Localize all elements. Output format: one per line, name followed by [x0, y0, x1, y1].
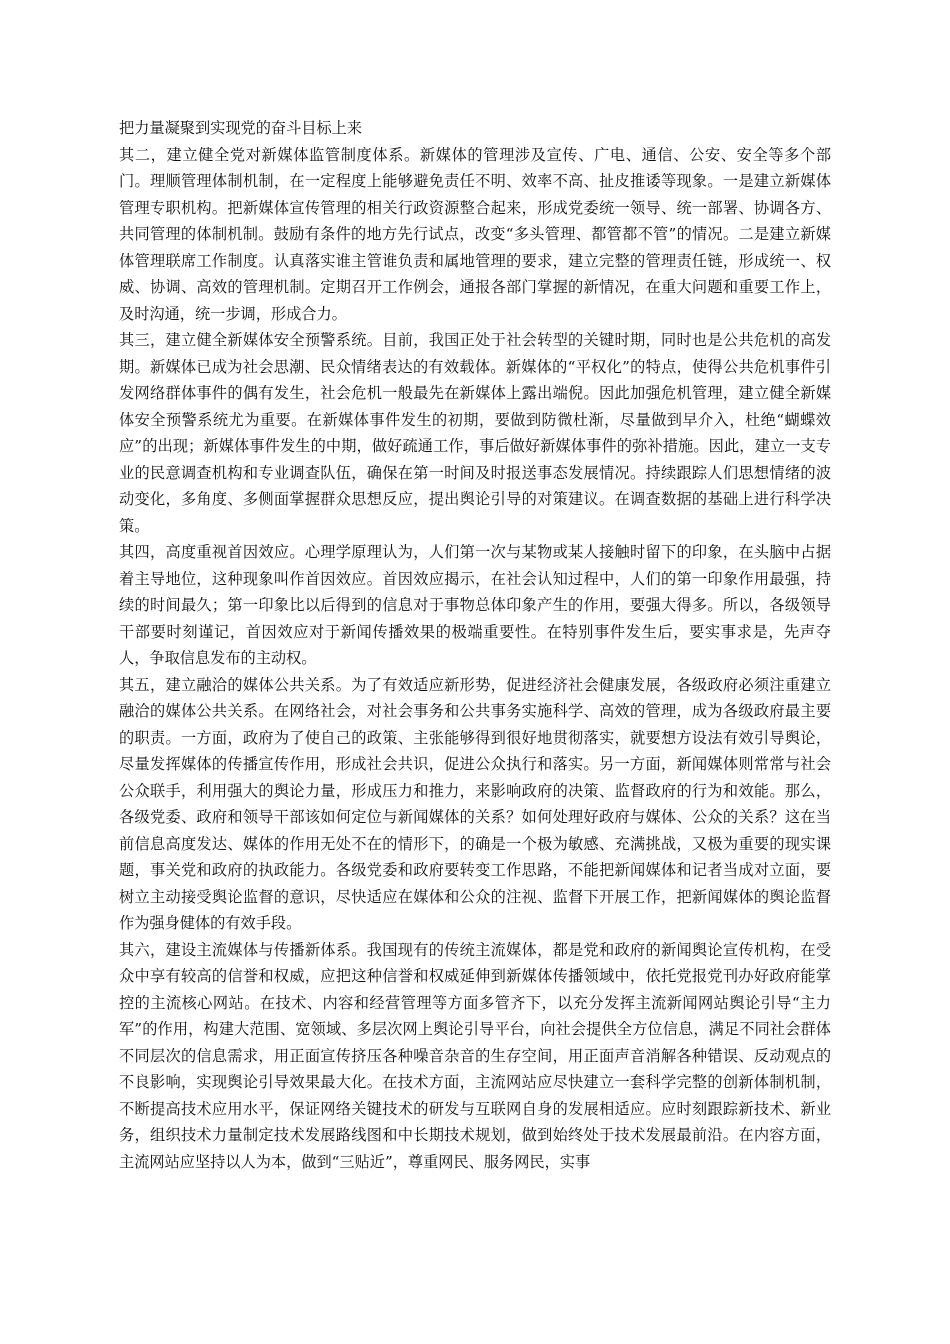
paragraph-6: 其六，建设主流媒体与传播新体系。我国现有的传统主流媒体，都是党和政府的新闻舆论宣传机构，在受众中享有较高的信誉和权威，应把这种信誉和权威延伸到新媒体传播领域中，依托党报党刊办好政府能掌控的主流核心网站。在技术、内容和经营管理等方面多管齐下，以充分发挥主流新闻网站舆论引导“主力军”的作用，构建大范围、宽领域、多层次网上舆论引导平台，向社会提供全方位信息，满足不同社会群体不同层次的信息需求，用正面宣传挤压各种噪音杂音的生存空间，用正面声音消解各种错误、反动观点的不良影响，实现舆论引导效果最大化。在技术方面，主流网站应尽快建立一套科学完整的创新体制机制，不断提高技术应用水平，保证网络关键技术的研发与互联网自身的发展相适应。应时刻跟踪新技术、新业务，组织技术力量制定技术发展路线图和中长期技术规划，做到始终处于技术发展最前沿。在内容方面，主流网站应坚持以人为本，做到“三贴近”，尊重网民、服务网民，实事 — [119, 940, 831, 1171]
paragraph-3: 其三，建立健全新媒体安全预警系统。目前，我国正处于社会转型的关键时期，同时也是公共危机的高发期。新媒体已成为社会思潮、民众情绪表达的有效载体。新媒体的“平权化”的特点，使得公共危机事件引发网络群体事件的偶有发生，社会危机一般最先在新媒体上露出端倪。因此加强危机管理，建立健全新媒体安全预警系统尤为重要。在新媒体事件发生的初期，要做到防微杜渐，尽量做到早介入，杜绝“蝴蝶效应”的出现；新媒体事件发生的中期，做好疏通工作，事后做好新媒体事件的弥补措施。因此，建立一支专业的民意调查机构和专业调查队伍，确保在第一时间及时报送事态发展情况。持续跟踪人们思想情绪的波动变化，多角度、多侧面掌握群众思想反应，提出舆论引导的对策建议。在调查数据的基础上进行科学决策。 — [119, 331, 831, 535]
paragraph-5: 其五，建立融洽的媒体公共关系。为了有效适应新形势，促进经济社会健康发展，各级政府必须注重建立融洽的媒体公共关系。在网络社会，对社会事务和公共事务实施科学、高效的管理，成为各级政府最主要的职责。一方面，政府为了使自己的政策、主张能够得到很好地贯彻落实，就要想方设法有效引导舆论，尽量发挥媒体的传播宣传作用，形成社会共识，促进公众执行和落实。另一方面，新闻媒体则常常与社会公众联手，利用强大的舆论力量，形成压力和推力，来影响政府的决策、监督政府的行为和效能。那么，各级党委、政府和领导干部该如何定位与新闻媒体的关系？如何处理好政府与媒体、公众的关系？这在当前信息高度发达、媒体的作用无处不在的情形下，的确是一个极为敏感、充满挑战，又极为重要的现实课题，事关党和政府的执政能力。各级党委和政府要转变工作思路，不能把新闻媒体和记者当成对立面，要树立主动接受舆论监督的意识，尽快适应在媒体和公众的注视、监督下开展工作，把新闻媒体的舆论监督作为强身健体的有效手段。 — [119, 675, 831, 932]
paragraph-4: 其四，高度重视首因效应。心理学原理认为，人们第一次与某物或某人接触时留下的印象，在头脑中占据着主导地位，这种现象叫作首因效应。首因效应揭示，在社会认知过程中，人们的第一印象作用最强，持续的时间最久；第一印象比以后得到的信息对于事物总体印象产生的作用，要强大得多。所以，各级领导干部要时刻谨记，首因效应对于新闻传播效果的极端重要性。在特别事件发生后，要实事求是，先声夺人，争取信息发布的主动权。 — [119, 543, 831, 667]
paragraph-2: 其二，建立健全党对新媒体监管制度体系。新媒体的管理涉及宣传、广电、通信、公安、安全等多个部门。理顺管理体制机制，在一定程度上能够避免责任不明、效率不高、扯皮推诿等现象。一是建立新媒体管理专职机构。把新媒体宣传管理的相关行政资源整合起来，形成党委统一领导、统一部署、协调各方、共同管理的体制机制。鼓励有条件的地方先行试点，改变“多头管理、都管都不管”的情况。二是建立新媒体管理联席工作制度。认真落实谁主管谁负责和属地管理的要求，建立完整的管理责任链，形成统一、权威、协调、高效的管理机制。定期召开工作例会，通报各部门掌握的新情况，在重大问题和重要工作上，及时沟通，统一步调，形成合力。 — [119, 145, 831, 323]
document-body — [119, 115, 831, 1175]
page-title: 把力量凝聚到实现党的奋斗目标上来 — [119, 119, 362, 137]
